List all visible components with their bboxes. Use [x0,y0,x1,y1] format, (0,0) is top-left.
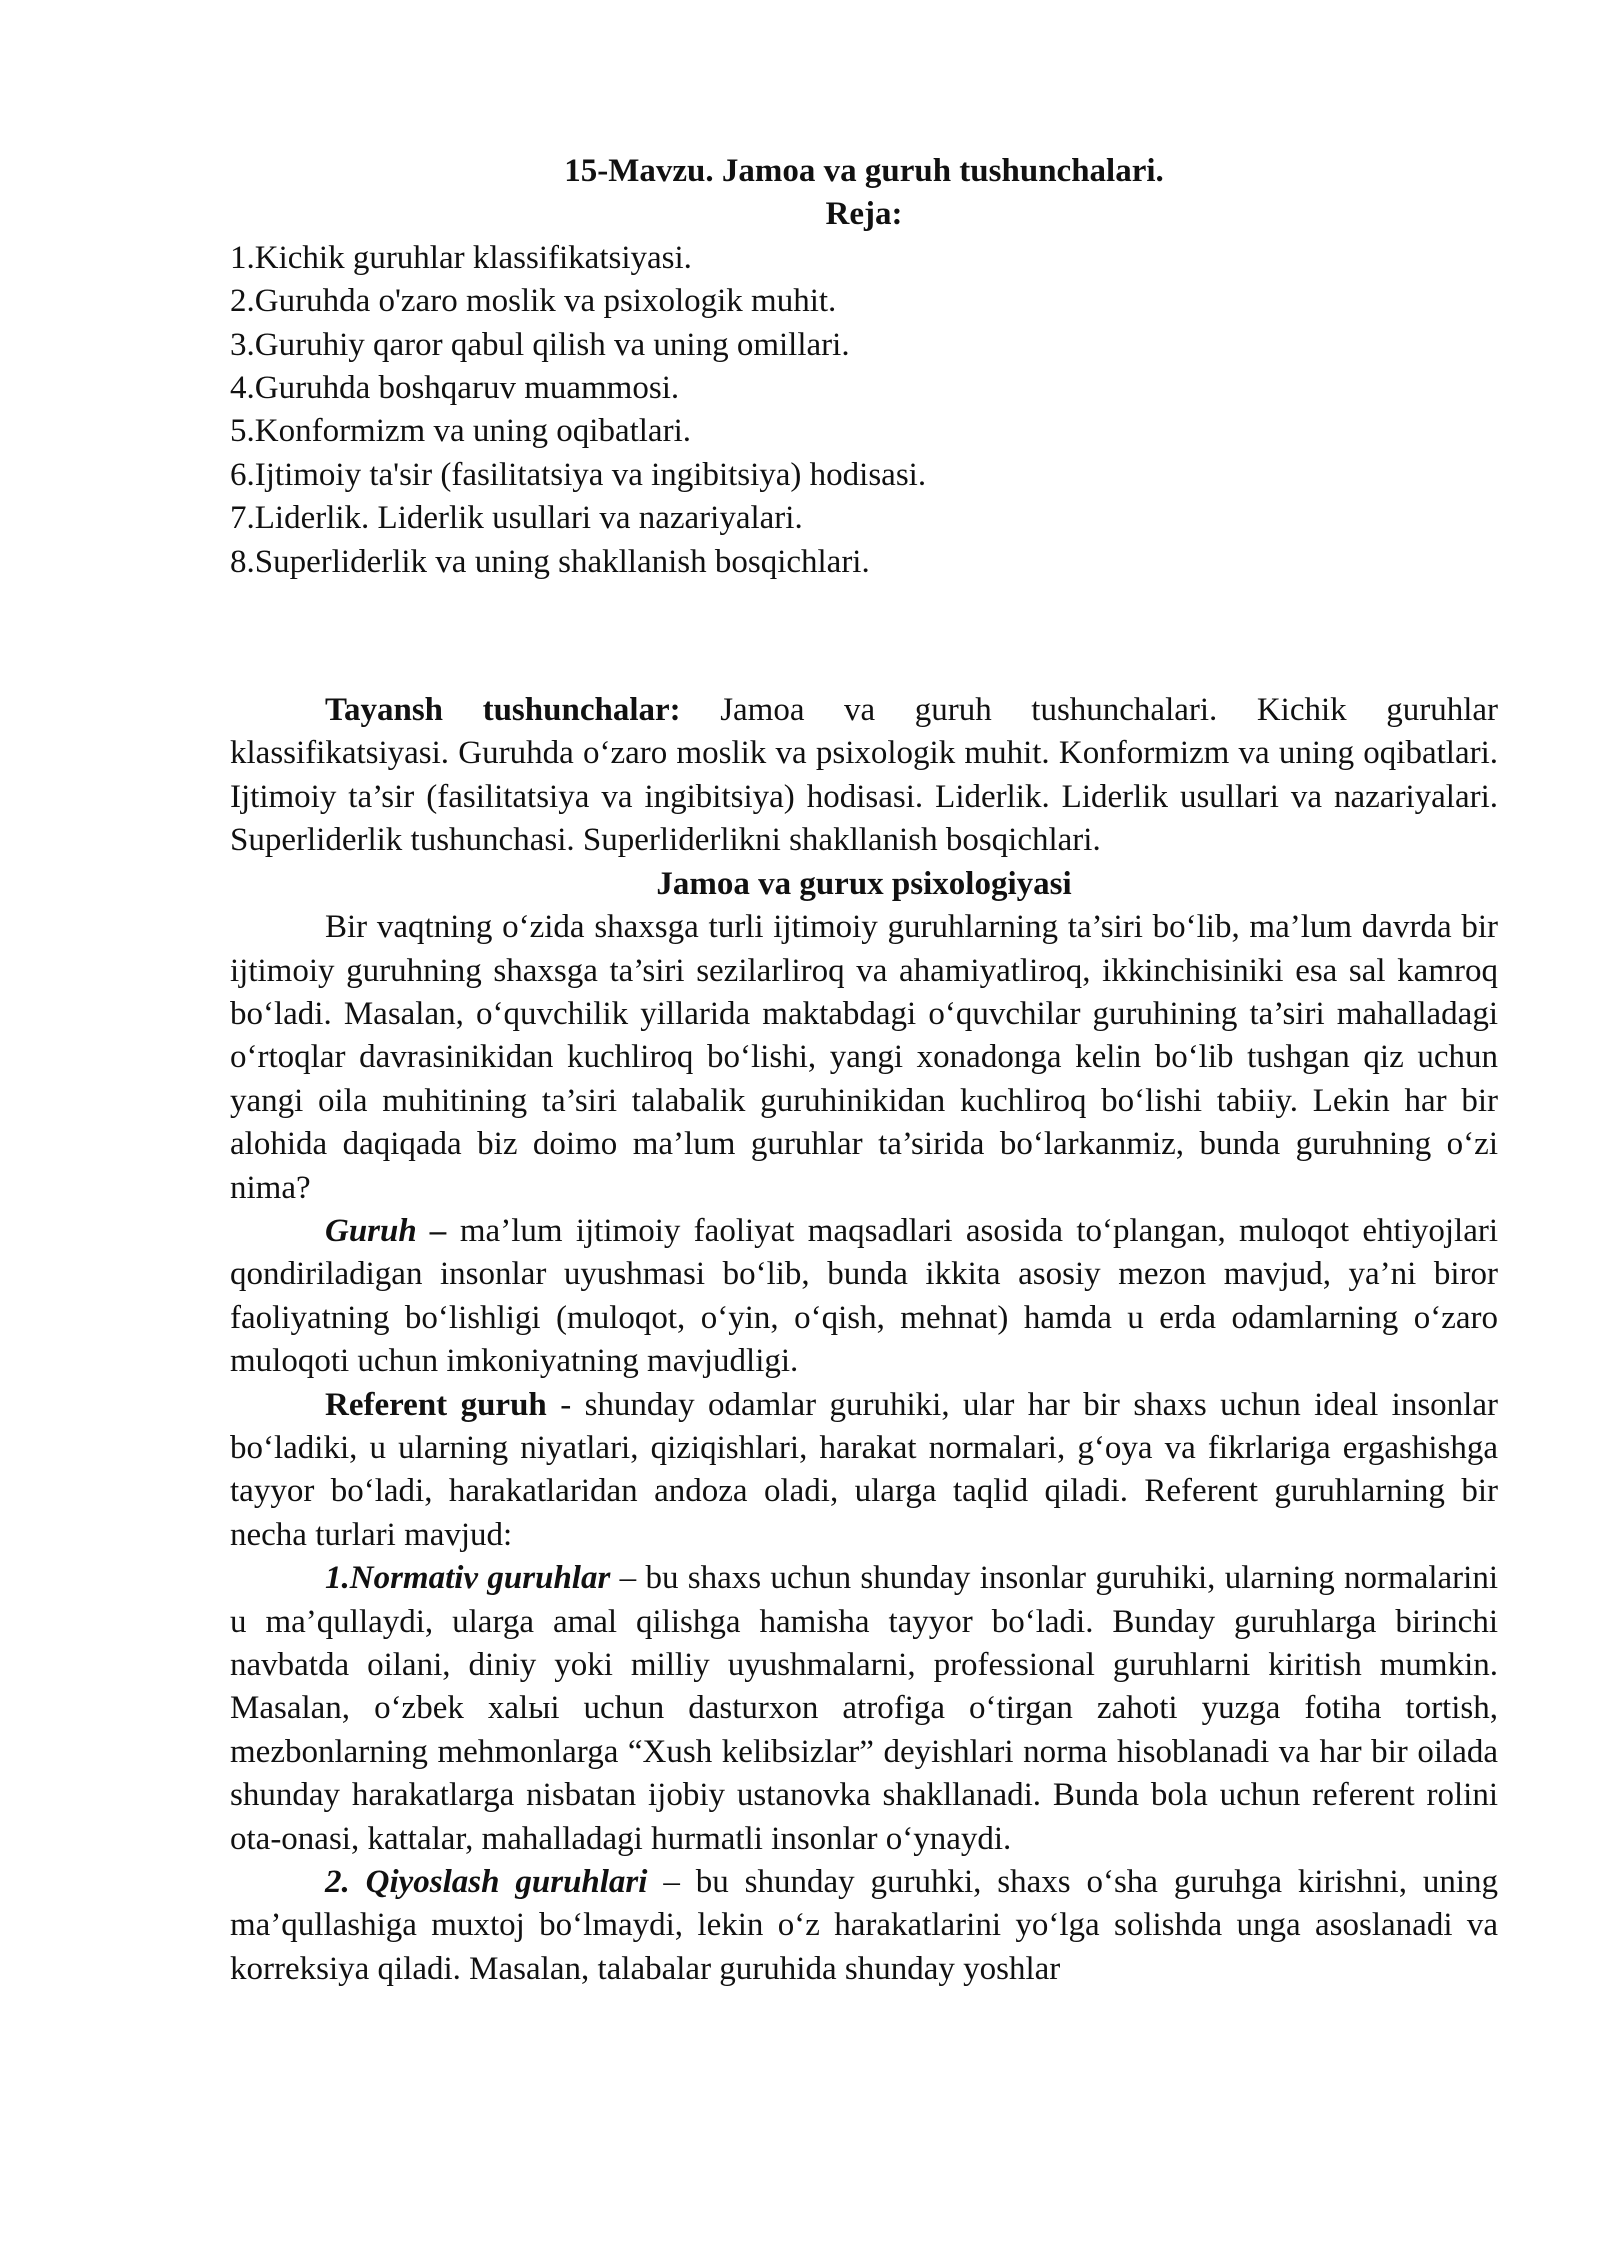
group-definition-paragraph [230,1210,1498,1384]
comparison-groups-text: – bu shunday guruhki, shaxs o‘sha guruhga kirishni, uning ma’qullashiga muxtoj bo‘lmaydi, lekin o‘z harakatlarini yo‘lga solishda unga asoslanadi va korreksiya qiladi. Masalan, talabalar guruhida shunday yoshlar [230,1864,1498,1987]
intro-paragraph: Bir vaqtning o‘zida shaxsga turli ijtimoiy guruhlarning ta’siri bo‘lib, ma’lum davrda bir ijtimoiy guruhning shaxsga ta’siri sezilarliroq va ahamiyatliroq, ikkinchisiniki esa sal kamroq bo‘ladi. Masalan, o‘quvchilik yillarida maktabdagi o‘quvchilar guruhining ta’siri mahalladagi o‘rtoqlar davrasinikidan kuchliroq bo‘lishi, yangi xonadonga kelin bo‘lib tushgan qiz uchun yangi oila muhitining ta’siri talabalik guruhinikidan kuchliroq bo‘lishi tabiiy. Lekin har bir alohida daqiqada biz doimo ma’lum guruhlar ta’sirida bo‘larkanmiz, bunda guruhning o‘zi nima? [230,909,1498,1206]
normative-groups-paragraph [230,1557,1498,1861]
plan-item: 8.Superliderlik va uning shakllanish bosqichlari. [230,543,870,580]
plan-item: 7.Liderlik. Liderlik usullari va nazariyalari. [230,500,803,537]
plan-item: 3.Guruhiy qaror qabul qilish va uning omillari. [230,326,850,363]
normative-groups-term: 1.Normativ guruhlar [325,1560,611,1597]
plan-item: 6.Ijtimoiy ta'sir (fasilitatsiya va ingibitsiya) hodisasi. [230,456,927,493]
spacer [230,584,1498,689]
plan-item: 2.Guruhda o'zaro moslik va psixologik muhit. [230,283,837,320]
plan-list [230,237,1498,584]
comparison-groups-paragraph [230,1861,1498,1991]
referent-group-paragraph [230,1384,1498,1558]
group-term: Guruh – [325,1212,447,1249]
referent-group-text: - shunday odamlar guruhiki, ular har bir shaxs uchun ideal insonlar bo‘ladiki, u ularning niyatlari, qiziqishlari, harakat normalari, g‘oya va fikrlariga ergashishga tayyor bo‘ladi, harakatlaridan andoza oladi, ularga taqlid qiladi. Referent guruhlarning bir necha turlari mavjud: [230,1386,1498,1553]
comparison-groups-term: 2. Qiyoslash guruhlari [325,1864,648,1901]
section-heading: Jamoa va gurux psixologiyasi [656,865,1072,902]
plan-item: 4.Guruhda boshqaruv muammosi. [230,370,680,407]
document-title: 15-Mavzu. Jamoa va guruh tushunchalari. [564,153,1164,189]
document-page [230,150,1498,1991]
key-concepts-label: Tayansh tushunchalar: [325,692,681,729]
key-concepts-text: Jamoa va guruh tushunchalari. Kichik guruhlar klassifikatsiyasi. Guruhda o‘zaro moslik va psixologik muhit. Konformizm va uning oqibatlari. Ijtimoiy ta’sir (fasilitatsiya va ingibitsiya) hodisasi. Liderlik. Liderlik usullari va nazariyalari. Superliderlik tushunchasi. Superliderlikni shakllanish bosqichlari. [230,692,1499,859]
referent-group-term: Referent guruh [325,1386,547,1423]
plan-heading: Reja: [825,196,903,233]
plan-item: 5.Konformizm va uning oqibatlari. [230,413,691,450]
group-definition-text: ma’lum ijtimoiy faoliyat maqsadlari asosida to‘plangan, muloqot ehtiyojlari qondiriladigan insonlar uyushmasi bo‘lib, bunda ikkita asosiy mezon mavjud, ya’ni biror faoliyatning bo‘lishligi (muloqot, o‘yin, o‘qish, mehnat) hamda u erda odamlarning o‘zaro muloqoti uchun imkoniyatning mavjudligi. [230,1212,1498,1380]
plan-item: 1.Kichik guruhlar klassifikatsiyasi. [230,239,692,276]
normative-groups-text: – bu shaxs uchun shunday insonlar guruhiki, ularning normalarini u ma’qullaydi, ularga amal qilishga hamisha tayyor bo‘ladi. Bunday guruhlarga birinchi navbatda oilani, diniy yoki milliy uyushmalarni, professional guruhlarni kiritish mumkin. Masalan, o‘zbek xalыi uchun dasturxon atrofiga o‘tirgan zahoti yuzga fotiha tortish, mezbonlarning mehmonlarga “Xush kelibsizlar” deyishlari norma hisoblanadi va har bir oilada shunday harakatlarga nisbatan ijobiy ustanovka shakllanadi. Bunda bola uchun referent rolini ota-onasi, kattalar, mahalladagi hurmatli insonlar o‘ynaydi. [230,1560,1498,1857]
key-concepts-paragraph [230,689,1498,863]
